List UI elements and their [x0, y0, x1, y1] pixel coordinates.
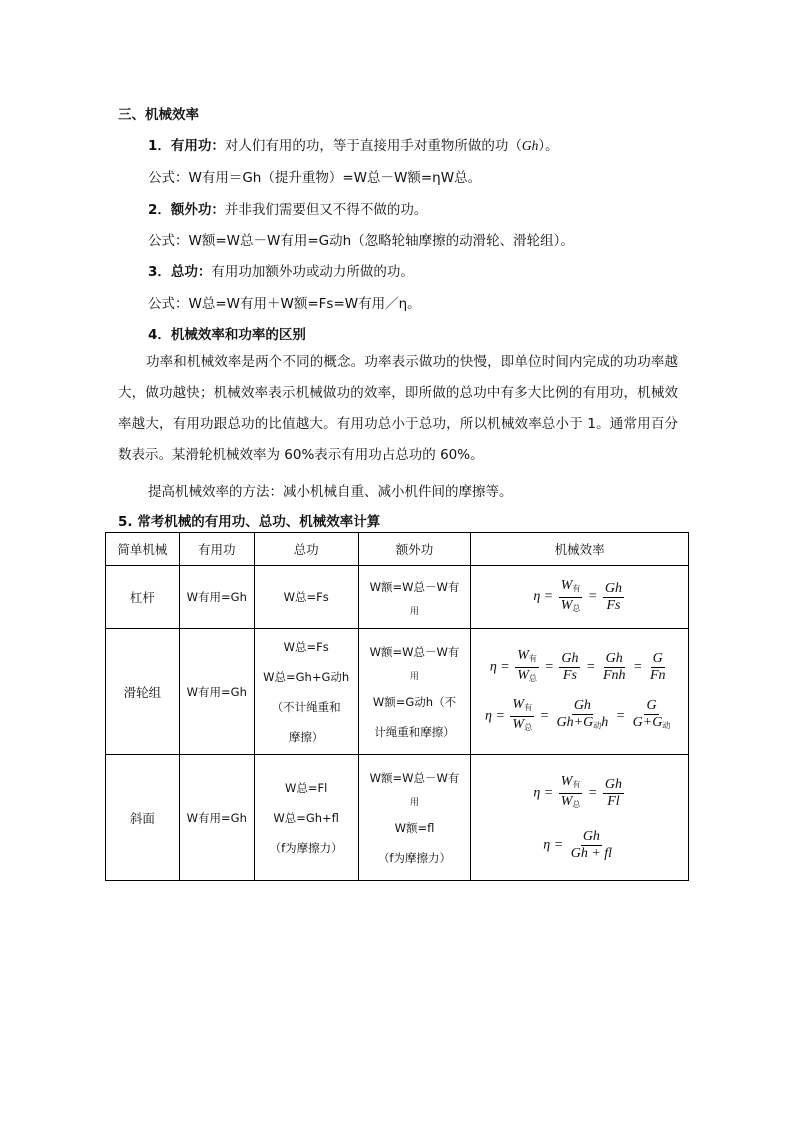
useful-cell: W有用=Gh [179, 566, 254, 629]
useful-work-gh: Gh [521, 138, 539, 153]
header-total: 总功 [254, 533, 358, 566]
useful-work-label: 1．有用功： [148, 138, 225, 154]
table-heading: 5. 常考机械的有用功、总功、机械效率计算 [118, 514, 381, 530]
header-machine: 简单机械 [106, 533, 180, 566]
extra-cell [358, 755, 471, 881]
extra-line: 用 [409, 797, 419, 808]
extra-line: 用 [409, 607, 419, 617]
machine-cell: 斜面 [106, 755, 180, 881]
table-row [106, 629, 689, 755]
total-cell [254, 755, 358, 881]
total-cell: W总=Fs [254, 566, 358, 629]
extra-line: W额=W总－W有 [369, 644, 460, 659]
header-efficiency: 机械效率 [471, 533, 689, 566]
extra-line: W额=fl [394, 820, 435, 835]
extra-work-formula [148, 229, 574, 249]
efficiency-formula-pulley: η = $\frac{W_有}{W_总}$ = $\frac{Gh}{Fs}$ = $\frac{Gh}{\text{Fnh}}$ = $\frac{G}{Fn}$ η = $\frac{W_有}{W_总}$ = $\frac{Gh}{Gh+G_动h}$ = $\frac{G}{G+G_动}$ [471, 629, 689, 755]
formula-prefix: 公式： [148, 170, 189, 186]
extra-line: W额=W总－W有 [369, 770, 460, 785]
extra-cell [358, 566, 471, 629]
formula-prefix: 公式： [148, 296, 189, 312]
total-line: W总=Gh+fl [273, 810, 339, 825]
formula-text: W总=W有用＋W额=Fs=W有用／η。 [188, 296, 421, 312]
total-line: （不计绳重和 [271, 699, 341, 714]
total-cell [254, 629, 358, 755]
section-heading: 三、机械效率 [118, 107, 199, 123]
total-line: 摩擦） [288, 729, 324, 744]
extra-work-definition [148, 198, 427, 218]
total-line: W总=Fl [284, 780, 328, 795]
extra-line: W额=G动h（不 [372, 694, 457, 709]
useful-work-end: ）。 [538, 138, 559, 154]
difference-heading: 4．机械效率和功率的区别 [148, 327, 306, 343]
header-useful: 有用功 [179, 533, 254, 566]
useful-cell: W有用=Gh [179, 755, 254, 881]
extra-line: 用 [409, 671, 419, 682]
efficiency-table [105, 532, 689, 881]
difference-paragraph: 功率和机械效率是两个不同的概念。功率表示做功的快慢，即单位时间内完成的功功率越大，做功越快；机械效率表示机械做功的效率，即所做的总功中有多大比例的有用功，机械效率越大，有用功跟总功的比值越大。有用功总小于总功，所以机械效率总小于 1。通常用百分数表示。某滑轮机械效率为 60%表示有用功占总功的 60%。 [118, 354, 678, 463]
extra-cell [358, 629, 471, 755]
extra-line: W额=W总－W有 [369, 580, 460, 594]
efficiency-formula-incline: η = $\frac{W_有}{W_总}$ = $\frac{Gh}{Fl}$ η = $\frac{Gh}{Gh + fl}$ [471, 755, 689, 881]
extra-work-text: 并非我们需要但又不得不做的功。 [224, 202, 428, 218]
useful-cell: W有用=Gh [179, 629, 254, 755]
total-work-text: 有用功加额外功或动力所做的功。 [211, 264, 414, 280]
extra-line: 计绳重和摩擦） [374, 724, 455, 739]
extra-work-label: 2．额外功： [148, 202, 225, 218]
useful-work-text: 对人们有用的功，等于直接用手对重物所做的功（ [224, 138, 522, 154]
total-work-label: 3．总功： [148, 264, 212, 280]
table-row [106, 755, 689, 881]
formula-text: W有用＝Gh（提升重物）=W总－W额=ηW总。 [188, 170, 482, 186]
formula-text: W额=W总－W有用=G动h（忽略轮轴摩擦的动滑轮、滑轮组）。 [188, 233, 574, 249]
efficiency-formula-lever: η = $\frac{W_有}{W_总}$ = $\frac{Gh}{Fs}$ [471, 566, 689, 629]
improve-paragraph: 提高机械效率的方法：减小机械自重、减小机件间的摩擦等。 [148, 484, 513, 500]
useful-work-formula [148, 166, 481, 186]
extra-line: （f为摩擦力） [377, 850, 451, 865]
total-line: W总=Fs [283, 639, 329, 654]
machine-cell: 杠杆 [106, 566, 180, 629]
table-row [106, 566, 689, 629]
header-extra: 额外功 [358, 533, 471, 566]
total-work-formula [148, 292, 421, 312]
machine-cell: 滑轮组 [106, 629, 180, 755]
total-line: W总=Gh+G动h [263, 669, 350, 684]
useful-work-definition [148, 134, 559, 154]
total-work-definition [148, 260, 414, 280]
formula-prefix: 公式： [148, 233, 189, 249]
total-line: （f为摩擦力） [269, 840, 343, 855]
